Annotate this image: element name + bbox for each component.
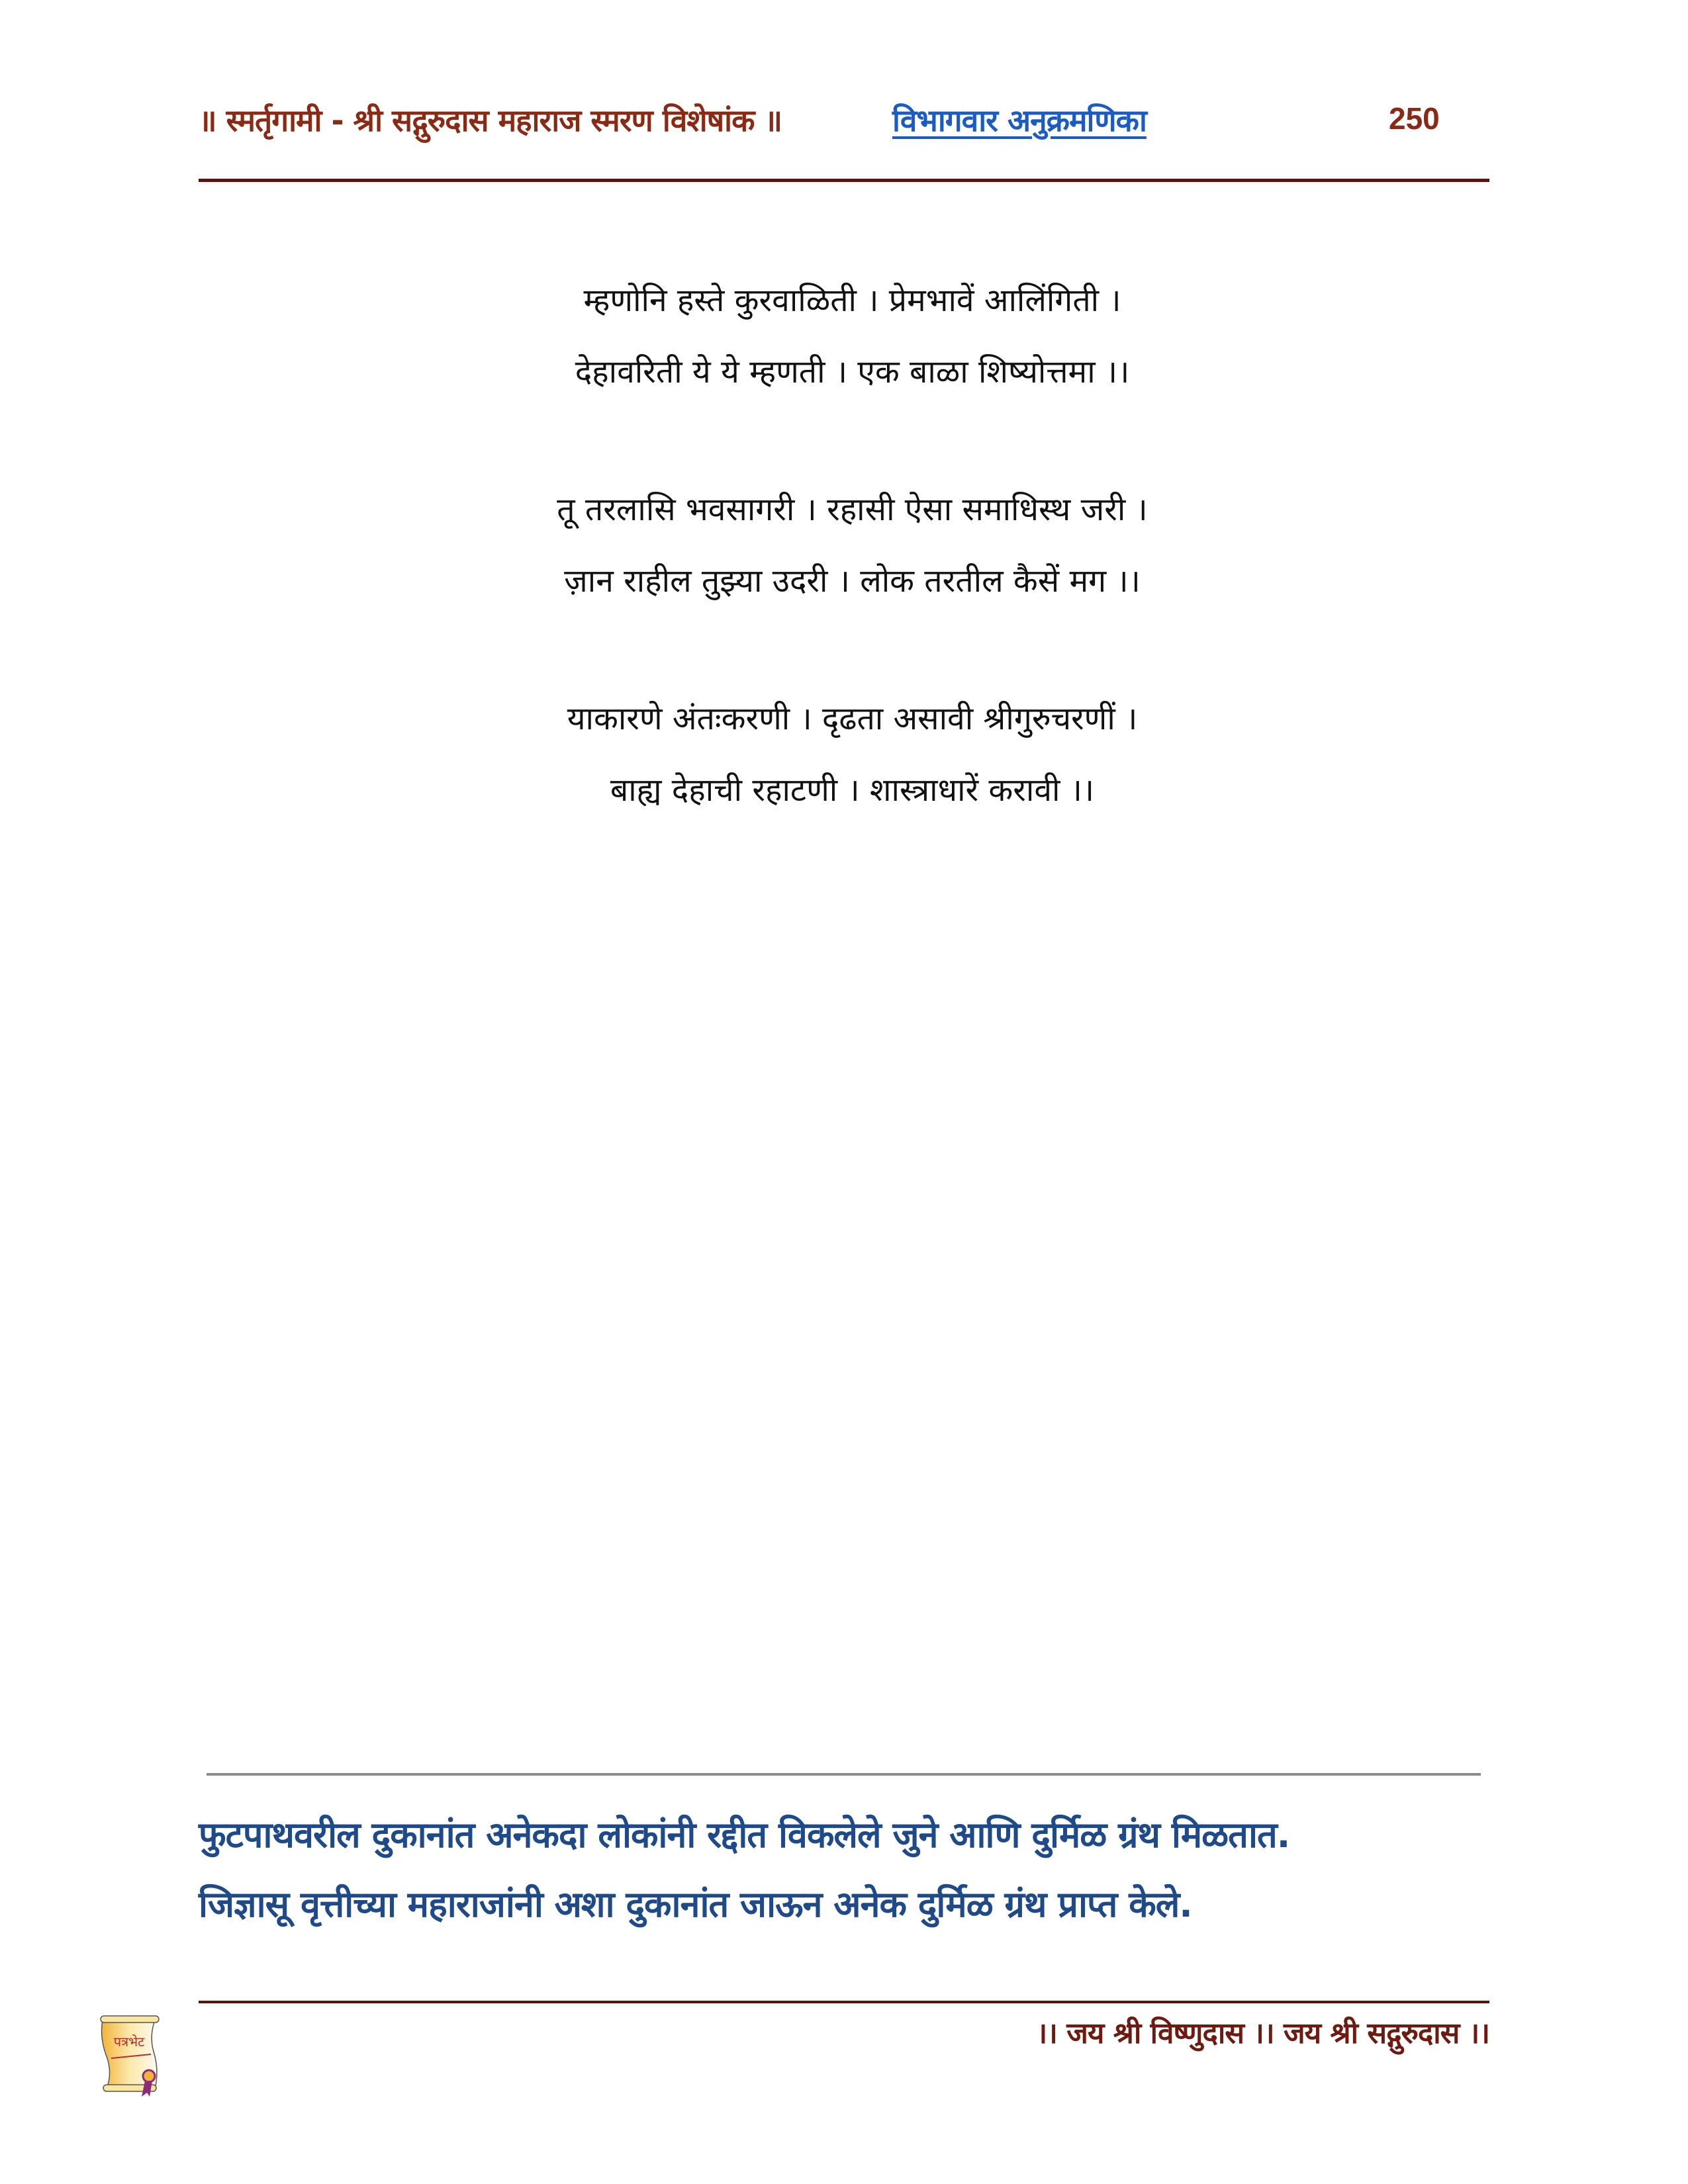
note-block <box>199 1800 1489 1939</box>
footer-invocation: ।। जय श्री विष्णुदास ।। जय श्री सद्गुरुदास ।। <box>1036 2017 1489 2050</box>
header-title: ॥ स्मर्तृगामी - श्री सद्गुरुदास महाराज स्मरण विशेषांक ॥ <box>199 103 782 138</box>
note-divider <box>207 1773 1481 1776</box>
verse-line: बाह्य देहाची रहाटणी । शास्त्राधारें करावी ।। <box>610 772 1095 809</box>
verse-line: याकारणे अंतःकरणी । दृढता असावी श्रीगुरुचरणीं । <box>567 700 1138 737</box>
page-number: 250 <box>1389 101 1440 136</box>
note-line: जिज्ञासू वृत्तीच्या महाराजांनी अशा दुकानांत जाऊन अनेक दुर्मिळ ग्रंथ प्राप्त केले. <box>199 1884 1192 1925</box>
stanza-2 <box>0 474 1688 617</box>
verse-line: म्हणोनि हस्ते कुरवाळिती । प्रेमभावें आलिंगिती । <box>583 282 1121 319</box>
svg-text:पत्रभेट: पत्रभेट <box>113 2034 145 2050</box>
verse-line: देहावरिती ये ये म्हणती । एक बाळा शिष्योत्तमा ।। <box>575 353 1130 390</box>
note-line: फुटपाथवरील दुकानांत अनेकदा लोकांनी रद्दीत विकलेले जुने आणि दुर्मिळ ग्रंथ मिळतात. <box>199 1814 1290 1856</box>
verse-line: ज़ान राहील तुझ्या उदरी । लोक तरतील कैसें मग ।। <box>564 563 1141 600</box>
index-link[interactable]: विभागवार अनुक्रमणिका <box>892 103 1147 138</box>
stanza-3 <box>0 683 1688 826</box>
verse-line: तू तरलासि भवसागरी । रहासी ऐसा समाधिस्थ जरी । <box>557 491 1148 528</box>
header-divider <box>199 179 1489 182</box>
patrabhet-scroll-logo <box>93 2012 165 2101</box>
verse-block <box>0 265 1688 826</box>
footer-divider <box>199 2001 1489 2003</box>
stanza-1 <box>0 265 1688 408</box>
